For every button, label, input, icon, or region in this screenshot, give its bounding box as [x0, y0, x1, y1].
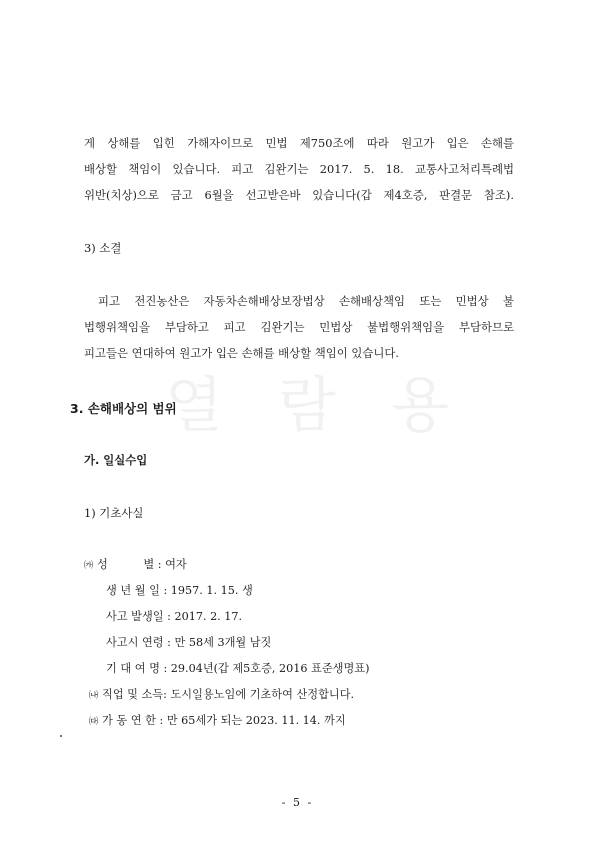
- subsection-conclusion: 3) 소결: [84, 241, 122, 255]
- field-gender-label: 성 별: [97, 558, 155, 571]
- paragraph-2-line-2: 법행위책임을 부담하고 피고 김완기는 민법상 불법행위책임을 부담하므로: [84, 320, 514, 334]
- field-working-years: [89, 712, 346, 728]
- field-birth: [106, 582, 253, 598]
- field-life-expectancy-value: 29.04년(갑 제5호증, 2016 표준생명표): [170, 662, 370, 675]
- field-working-years-sep: :: [155, 714, 167, 727]
- subsection-basic-facts: 1) 기초사실: [84, 506, 144, 520]
- marker-ga: ㈎: [84, 561, 94, 571]
- field-birth-label: 생 년 월 일: [106, 584, 160, 597]
- field-gender-value: 여자: [165, 558, 187, 571]
- field-gender-sep: :: [154, 558, 166, 571]
- field-accident-date-sep: :: [163, 610, 175, 623]
- field-job: [89, 686, 354, 702]
- field-life-expectancy-label: 기 대 여 명: [106, 662, 160, 675]
- paragraph-2-line-3: 피고들은 연대하여 원고가 입은 손해를 배상할 책임이 있습니다.: [84, 346, 400, 360]
- field-age-value: 만 58세 3개월 남짓: [174, 636, 272, 649]
- marker-na: ㈏: [89, 691, 99, 701]
- field-birth-value: 1957. 1. 15. 생: [170, 584, 253, 597]
- field-life-expectancy-sep: :: [159, 662, 171, 675]
- field-accident-date-label: 사고 발생일: [106, 610, 164, 623]
- field-age: [106, 634, 271, 650]
- field-gender: [84, 556, 187, 572]
- marker-da: ㈐: [89, 717, 99, 727]
- stray-mark: [60, 735, 62, 737]
- paragraph-1-line-1: 게 상해를 입힌 가해자이므로 민법 제750조에 따라 원고가 입은 손해를: [84, 136, 514, 150]
- paragraph-1-line-2: 배상할 책임이 있습니다. 피고 김완기는 2017. 5. 18. 교통사고처리특례법: [84, 162, 514, 176]
- field-birth-sep: :: [159, 584, 171, 597]
- field-working-years-value: 만 65세가 되는 2023. 11. 14. 까지: [166, 714, 346, 727]
- field-age-sep: :: [163, 636, 175, 649]
- field-working-years-label: 가 동 연 한: [102, 714, 156, 727]
- field-accident-date: [106, 608, 242, 624]
- section-heading-damages-scope: 3. 손해배상의 범위: [70, 401, 177, 416]
- paragraph-2-line-1: 피고 전진농산은 자동차손해배상보장법상 손해배상책임 또는 민법상 불: [98, 294, 514, 308]
- field-life-expectancy: [106, 660, 369, 676]
- field-age-label: 사고시 연령: [106, 636, 164, 649]
- watermark: 열 람 용: [165, 371, 468, 441]
- subsection-heading-lost-income: 가. 일실수입: [84, 453, 148, 467]
- page-number: - 5 -: [281, 796, 314, 809]
- field-job-text: 직업 및 소득: 도시일용노임에 기초하여 산정합니다.: [102, 688, 355, 701]
- field-accident-date-value: 2017. 2. 17.: [174, 610, 243, 623]
- paragraph-1-line-3: 위반(치상)으로 금고 6월을 선고받은바 있습니다(갑 제4호증, 판결문 참조).: [84, 188, 514, 202]
